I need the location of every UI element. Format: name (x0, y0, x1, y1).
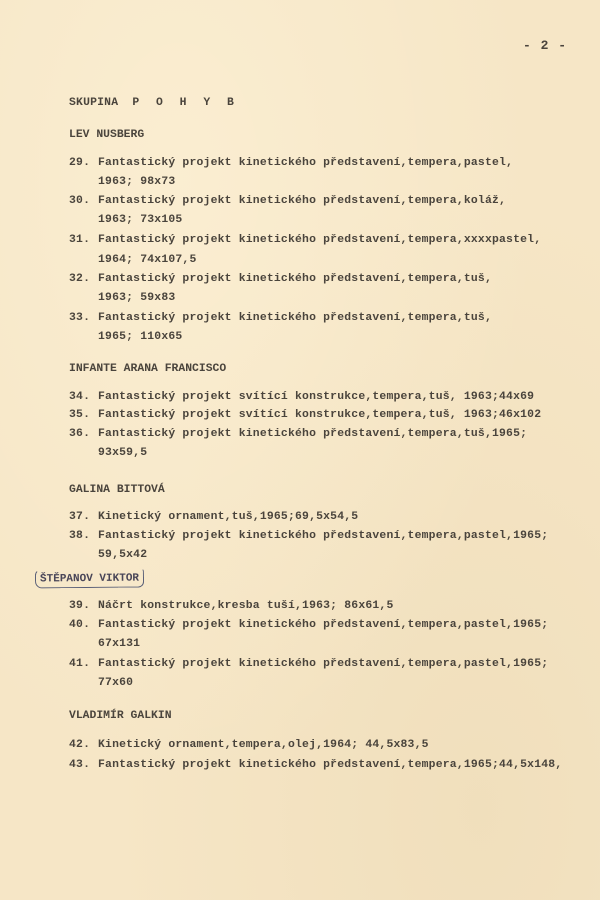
catalog-item (69, 193, 506, 209)
item-details: 1965; 110x65 (98, 331, 183, 343)
item-description: Náčrt konstrukce,kresba tuší,1963; 86x61,5 (98, 600, 394, 612)
item-number: 35. (69, 409, 91, 421)
catalog-item (69, 656, 548, 672)
item-number: 33. (69, 312, 91, 324)
catalog-item (69, 426, 527, 442)
item-details: 93x59,5 (98, 447, 148, 459)
catalog-item (69, 407, 541, 423)
catalog-item (69, 598, 394, 614)
item-number: 36. (69, 428, 91, 440)
group-name: P O H Y B (132, 97, 239, 109)
catalog-item (69, 528, 548, 544)
item-description: Fantastický projekt kinetického představení,tempera,tuš,1965; (98, 428, 528, 440)
item-details: 77x60 (98, 677, 134, 689)
item-number: 40. (69, 619, 91, 631)
catalog-item (69, 389, 534, 405)
catalog-item (69, 232, 541, 248)
item-description: Kinetický ornament,tempera,olej,1964; 44,5x83,5 (98, 739, 429, 751)
item-number: 29. (69, 157, 91, 169)
item-number: 41. (69, 658, 91, 670)
item-description: Fantastický projekt kinetického představení,tempera,pastel, (98, 157, 514, 169)
artist-heading-circled: ŠTĚPANOV VIKTOR (35, 569, 144, 589)
item-description: Fantastický projekt svítící konstrukce,tempera,tuš, 1963;46x102 (98, 409, 542, 421)
item-description: Fantastický projekt svítící konstrukce,tempera,tuš, 1963;44x69 (98, 391, 535, 403)
item-number: 39. (69, 600, 91, 612)
item-number: 34. (69, 391, 91, 403)
item-description: Fantastický projekt kinetického představení,tempera,pastel,1965; (98, 530, 549, 542)
catalog-item (69, 271, 492, 287)
catalog-item (69, 617, 548, 633)
item-number: 43. (69, 759, 91, 771)
artist-heading: GALINA BITTOVÁ (69, 484, 165, 496)
catalog-item (69, 737, 429, 753)
item-details: 67x131 (98, 638, 141, 650)
catalog-item (69, 155, 513, 171)
item-number: 37. (69, 511, 91, 523)
artist-heading: LEV NUSBERG (69, 129, 145, 141)
item-description: Fantastický projekt kinetického představení,tempera,tuš, (98, 273, 492, 285)
item-number: 42. (69, 739, 91, 751)
item-number: 32. (69, 273, 91, 285)
item-details: 1963; 73x105 (98, 214, 183, 226)
artist-heading: INFANTE ARANA FRANCISCO (69, 363, 227, 375)
item-details: 1963; 98x73 (98, 176, 176, 188)
group-label: SKUPINA (69, 97, 119, 109)
item-description: Fantastický projekt kinetického představení,tempera,pastel,1965; (98, 619, 549, 631)
item-number: 38. (69, 530, 91, 542)
catalog-item (69, 509, 358, 525)
item-description: Fantastický projekt kinetického představení,tempera,koláž, (98, 195, 507, 207)
item-details: 59,5x42 (98, 549, 148, 561)
item-details: 1964; 74x107,5 (98, 254, 197, 266)
item-number: 31. (69, 234, 91, 246)
item-description: Fantastický projekt kinetického představení,tempera,xxxxpastel, (98, 234, 542, 246)
catalog-item (69, 310, 492, 326)
item-description: Fantastický projekt kinetického představení,tempera,1965;44,5x148, (98, 759, 563, 771)
item-number: 30. (69, 195, 91, 207)
page-number: - 2 - (523, 38, 568, 53)
item-description: Kinetický ornament,tuš,1965;69,5x54,5 (98, 511, 359, 523)
item-description: Fantastický projekt kinetického představení,tempera,tuš, (98, 312, 492, 324)
group-title (69, 95, 239, 111)
artist-heading: VLADIMÍR GALKIN (69, 710, 172, 722)
item-description: Fantastický projekt kinetického představení,tempera,pastel,1965; (98, 658, 549, 670)
item-details: 1963; 59x83 (98, 292, 176, 304)
catalog-item (69, 757, 562, 773)
